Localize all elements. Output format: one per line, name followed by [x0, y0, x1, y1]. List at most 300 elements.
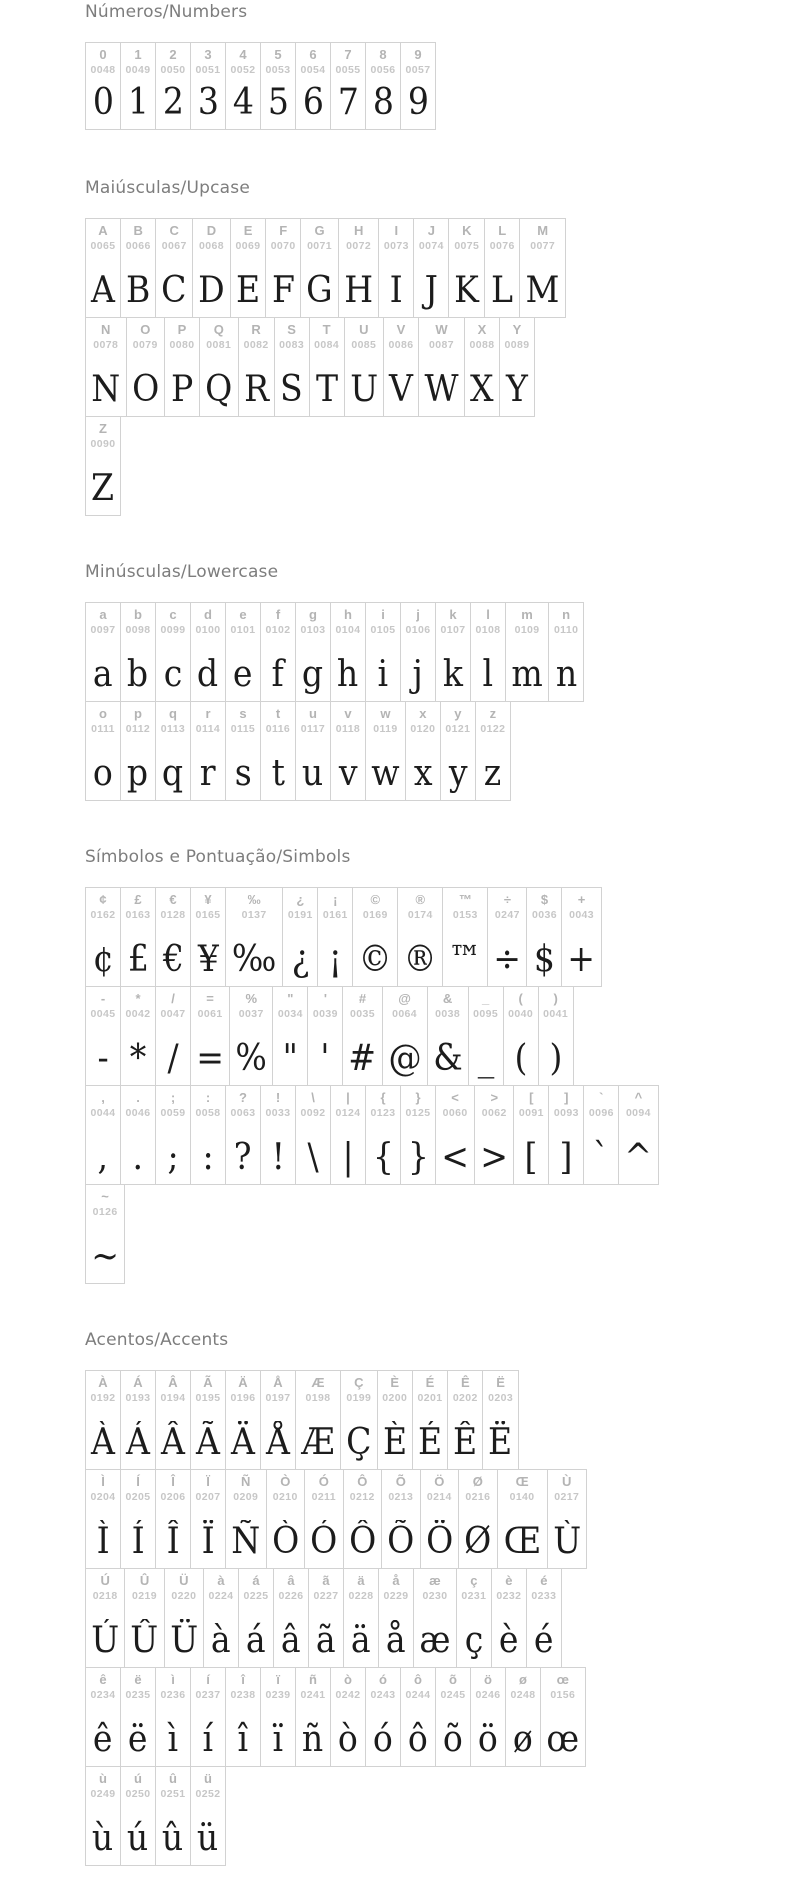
- glyph-char-label: Ä: [238, 1375, 248, 1390]
- glyph-code-label: 0108: [475, 623, 501, 636]
- glyph-cell: [85, 701, 121, 801]
- glyph-preview: Â: [161, 1422, 185, 1463]
- glyph-preview: $: [533, 939, 556, 980]
- glyph-char-label: ø: [519, 1672, 527, 1687]
- glyph-cell: [260, 1667, 296, 1767]
- glyph-preview: f: [271, 654, 285, 695]
- glyph-code-label: 0110: [553, 623, 579, 636]
- glyph-cell: [499, 317, 535, 417]
- glyph-cell: [343, 1568, 379, 1668]
- glyph-preview: ‰: [231, 939, 277, 980]
- glyph-preview: À: [91, 1422, 115, 1463]
- glyph-char-label: O: [140, 322, 151, 337]
- glyph-preview: €: [162, 939, 184, 980]
- glyph-code-label: 0109: [514, 623, 540, 636]
- glyph-char-label: Ì: [101, 1474, 105, 1489]
- glyph-cell: [526, 1568, 562, 1668]
- glyph-cell: [120, 218, 156, 318]
- glyph-cell: [120, 42, 156, 130]
- glyph-code-label: 0040: [508, 1007, 534, 1020]
- glyph-char-label: T: [322, 322, 331, 337]
- glyph-preview: L: [491, 270, 514, 311]
- glyph-cell: [295, 42, 331, 130]
- glyph-preview: ç: [464, 1620, 484, 1661]
- glyph-char-label: á: [252, 1573, 260, 1588]
- glyph-preview: î: [237, 1719, 249, 1760]
- glyph-cell: [519, 218, 566, 318]
- glyph-char-label: .: [136, 1090, 140, 1105]
- glyph-preview: +: [567, 939, 596, 980]
- glyph-preview: n: [555, 654, 577, 695]
- glyph-preview: ã: [316, 1620, 336, 1661]
- glyph-char-label: è: [505, 1573, 513, 1588]
- glyph-preview: 8: [372, 82, 394, 123]
- glyph-char-label: Å: [273, 1375, 283, 1390]
- glyph-cell: [126, 317, 166, 417]
- glyph-preview: !: [271, 1137, 285, 1178]
- glyph-preview: x: [413, 753, 433, 794]
- glyph-char-label: d: [204, 607, 212, 622]
- glyph-cell: [199, 317, 239, 417]
- glyph-char-label: a: [99, 607, 107, 622]
- glyph-char-label: E: [243, 223, 253, 238]
- glyph-cell: [260, 1370, 296, 1470]
- glyph-cell: [260, 701, 296, 801]
- glyph-code-label: 0237: [195, 1688, 221, 1701]
- glyph-code-label: 0226: [278, 1589, 304, 1602]
- glyph-char-label: î: [241, 1672, 245, 1687]
- glyph-preview: ¢: [92, 939, 114, 980]
- glyph-code-label: 0227: [313, 1589, 339, 1602]
- glyph-row: [85, 602, 800, 702]
- glyph-char-label: /: [171, 991, 175, 1006]
- glyph-preview: ñ: [302, 1719, 324, 1760]
- glyph-cell: [448, 218, 485, 318]
- glyph-preview: ¥: [197, 939, 219, 980]
- glyph-char-label: Ï: [206, 1474, 210, 1489]
- glyph-preview: R: [243, 369, 269, 410]
- glyph-char-label: u: [309, 706, 317, 721]
- glyph-code-label: 0096: [588, 1106, 614, 1119]
- glyph-code-label: 0086: [388, 338, 414, 351]
- glyph-preview: w: [371, 753, 400, 794]
- glyph-code-label: 0045: [90, 1007, 116, 1020]
- glyph-preview: ': [320, 1038, 330, 1079]
- glyph-char-label: ò: [344, 1672, 352, 1687]
- glyph-cell: [418, 317, 465, 417]
- glyph-preview: ¡: [328, 939, 342, 980]
- glyph-code-label: 0224: [208, 1589, 234, 1602]
- glyph-code-label: 0054: [300, 63, 326, 76]
- glyph-cell: [190, 986, 230, 1086]
- glyph-preview: [: [524, 1137, 538, 1178]
- glyph-char-label: £: [134, 892, 142, 907]
- glyph-preview: T: [315, 369, 338, 410]
- glyph-cell: [491, 1568, 527, 1668]
- glyph-cell: [225, 1469, 267, 1569]
- glyph-preview: Ç: [346, 1422, 372, 1463]
- glyph-preview: é: [534, 1620, 554, 1661]
- glyph-row: [85, 1568, 800, 1668]
- glyph-cell: [120, 602, 156, 702]
- glyph-code-label: 0116: [265, 722, 291, 735]
- glyph-row: [85, 1667, 800, 1767]
- glyph-cell: [120, 1667, 156, 1767]
- glyph-preview: (: [514, 1038, 528, 1079]
- glyph-cell: [265, 218, 301, 318]
- glyph-char-label: €: [169, 892, 177, 907]
- glyph-preview: h: [337, 654, 359, 695]
- glyph-char-label: ®: [415, 892, 426, 907]
- glyph-char-label: ~: [101, 1189, 109, 1204]
- glyph-cell: [427, 986, 469, 1086]
- glyph-code-label: 0201: [417, 1391, 443, 1404]
- glyph-preview: 4: [232, 82, 254, 123]
- glyph-code-label: 0115: [230, 722, 256, 735]
- glyph-code-label: 0199: [346, 1391, 372, 1404]
- glyph-preview: |: [342, 1137, 354, 1178]
- glyph-preview: Q: [205, 369, 233, 410]
- glyph-code-label: 0238: [230, 1688, 256, 1701]
- glyph-cell: [412, 1370, 448, 1470]
- glyph-char-label: â: [287, 1573, 295, 1588]
- section-title: Números/Numbers: [85, 2, 248, 22]
- glyph-preview: 0: [92, 82, 114, 123]
- glyph-char-label: ï: [276, 1672, 280, 1687]
- glyph-preview: u: [302, 753, 324, 794]
- glyph-code-label: 0035: [349, 1007, 375, 1020]
- glyph-cell: [513, 1085, 549, 1185]
- glyph-code-label: 0049: [125, 63, 151, 76]
- glyph-preview: z: [484, 753, 502, 794]
- glyph-code-label: 0069: [235, 239, 261, 252]
- glyph-code-label: 0119: [373, 722, 398, 735]
- glyph-char-label: ÷: [503, 892, 511, 907]
- glyph-preview: F: [271, 270, 295, 311]
- glyph-code-label: 0162: [90, 908, 116, 921]
- glyph-preview: r: [200, 753, 216, 794]
- glyph-preview: P: [170, 369, 194, 410]
- glyph-preview: m: [511, 654, 543, 695]
- glyph-char-label: h: [344, 607, 352, 622]
- glyph-char-label: 9: [414, 47, 422, 62]
- glyph-cell: [272, 986, 308, 1086]
- glyph-cell: [330, 1085, 366, 1185]
- glyph-preview: N: [91, 369, 121, 410]
- glyph-cell: [484, 218, 520, 318]
- glyph-cell: [230, 218, 266, 318]
- glyph-char-label: i: [381, 607, 385, 622]
- glyph-code-label: 0075: [454, 239, 480, 252]
- glyph-char-label: ]: [564, 1090, 569, 1105]
- glyph-preview: Ô: [348, 1521, 376, 1562]
- glyph-code-label: 0051: [195, 63, 221, 76]
- glyph-char-label: R: [251, 322, 261, 337]
- glyph-cell: [190, 701, 226, 801]
- glyph-code-label: 0068: [198, 239, 224, 252]
- glyph-code-label: 0228: [348, 1589, 374, 1602]
- glyph-code-label: 0220: [171, 1589, 197, 1602]
- glyph-preview: ë: [128, 1719, 148, 1760]
- glyph-cell: [435, 1667, 471, 1767]
- glyph-code-label: 0122: [480, 722, 506, 735]
- glyph-char-label: Â: [168, 1375, 178, 1390]
- glyph-char-label: ã: [322, 1573, 330, 1588]
- glyph-char-label: r: [205, 706, 211, 721]
- glyph-cell: [120, 701, 156, 801]
- glyph-preview: S: [280, 369, 303, 410]
- glyph-row: [85, 1085, 800, 1185]
- glyph-char-label: ë: [134, 1672, 142, 1687]
- glyph-preview: K: [454, 270, 480, 311]
- glyph-preview: -: [97, 1038, 109, 1079]
- glyph-char-label: t: [275, 706, 281, 721]
- glyph-code-label: 0125: [405, 1106, 431, 1119]
- glyph-cell: [295, 701, 331, 801]
- glyph-code-label: 0104: [335, 623, 361, 636]
- glyph-char-label: ™: [458, 892, 472, 907]
- glyph-code-label: 0059: [160, 1106, 186, 1119]
- glyph-preview: #: [348, 1038, 377, 1079]
- glyph-preview: É: [417, 1422, 443, 1463]
- glyph-char-label: S: [287, 322, 296, 337]
- glyph-row: [85, 986, 800, 1086]
- glyph-code-label: 0067: [161, 239, 187, 252]
- glyph-code-label: 0112: [125, 722, 151, 735]
- glyph-cell: [458, 1469, 498, 1569]
- glyph-cell: [308, 1568, 344, 1668]
- glyph-char-label: [: [529, 1090, 534, 1105]
- glyph-preview: Ó: [310, 1521, 338, 1562]
- glyph-cell: [442, 887, 488, 987]
- glyph-char-label: V: [396, 322, 406, 337]
- glyph-cell: [85, 1469, 121, 1569]
- glyph-code-label: 0066: [125, 239, 151, 252]
- glyph-code-label: 0111: [91, 722, 115, 735]
- glyph-code-label: 0091: [518, 1106, 544, 1119]
- glyph-code-label: 0036: [532, 908, 557, 921]
- glyph-cell: [120, 1085, 156, 1185]
- glyph-char-label: j: [416, 607, 420, 622]
- glyph-cell: [464, 317, 500, 417]
- glyph-code-label: 0174: [407, 908, 433, 921]
- glyph-preview: ): [549, 1038, 563, 1079]
- glyph-code-label: 0105: [370, 623, 396, 636]
- glyph-cell: [397, 887, 443, 987]
- glyph-char-label: Z: [99, 421, 107, 436]
- glyph-cell: [155, 1370, 191, 1470]
- glyph-cell: [164, 317, 200, 417]
- glyph-preview: 3: [197, 82, 219, 123]
- glyph-cell: [400, 42, 436, 130]
- glyph-char-label: ": [287, 991, 294, 1006]
- glyph-code-label: 0194: [160, 1391, 186, 1404]
- glyph-preview: O: [131, 369, 159, 410]
- glyph-code-label: 0060: [442, 1106, 468, 1119]
- glyph-code-label: 0246: [475, 1688, 501, 1701]
- glyph-code-label: 0052: [230, 63, 256, 76]
- glyph-code-label: 0046: [125, 1106, 151, 1119]
- glyph-char-label: n: [562, 607, 571, 622]
- glyph-cell: [365, 701, 406, 801]
- glyph-cell: [505, 1667, 541, 1767]
- glyph-code-label: 0083: [279, 338, 305, 351]
- glyph-cell: [435, 602, 471, 702]
- glyph-code-label: 0193: [125, 1391, 151, 1404]
- glyph-cell: [548, 1085, 584, 1185]
- glyph-char-label: õ: [449, 1672, 457, 1687]
- glyph-code-label: 0098: [125, 623, 151, 636]
- glyph-char-label: <: [451, 1090, 459, 1105]
- glyph-preview: Û: [130, 1620, 159, 1661]
- glyph-cell: [85, 42, 121, 130]
- glyph-char-label: ;: [170, 1090, 176, 1105]
- glyph-cell: [85, 317, 127, 417]
- glyph-preview: ü: [197, 1818, 219, 1859]
- glyph-preview: Ö: [425, 1521, 453, 1562]
- glyph-char-label: C: [169, 223, 179, 238]
- glyph-preview: ?: [234, 1137, 252, 1178]
- glyph-cell: [352, 887, 398, 987]
- glyph-cell: [225, 602, 261, 702]
- glyph-code-label: 0198: [305, 1391, 331, 1404]
- glyph-cell: [295, 602, 331, 702]
- glyph-preview: Ë: [488, 1422, 513, 1463]
- glyph-code-label: 0062: [481, 1106, 507, 1119]
- glyph-code-label: 0165: [195, 908, 221, 921]
- glyph-preview: ö: [478, 1719, 498, 1760]
- glyph-char-label: x: [419, 706, 427, 721]
- glyph-char-label: Ë: [496, 1375, 505, 1390]
- glyph-code-label: 0080: [169, 338, 195, 351]
- glyph-preview: g: [302, 654, 324, 695]
- glyph-char-label: Œ: [515, 1474, 529, 1489]
- glyph-cell: [538, 986, 574, 1086]
- glyph-preview: /: [167, 1038, 179, 1079]
- glyph-char-label: q: [169, 706, 177, 721]
- glyph-preview: á: [246, 1620, 266, 1661]
- glyph-row: [85, 1469, 800, 1569]
- glyph-char-label: 1: [134, 47, 142, 62]
- glyph-code-label: 0076: [489, 239, 515, 252]
- glyph-cell: [266, 1469, 306, 1569]
- glyph-code-label: 0089: [504, 338, 530, 351]
- glyph-preview: @: [388, 1038, 422, 1079]
- glyph-preview: Ê: [453, 1422, 478, 1463]
- glyph-preview: Ú: [91, 1620, 120, 1661]
- glyph-preview: .: [132, 1137, 144, 1178]
- glyph-preview: v: [338, 753, 358, 794]
- glyph-preview: Ù: [552, 1521, 581, 1562]
- glyph-char-label: %: [245, 991, 258, 1006]
- glyph-code-label: 0117: [300, 722, 326, 735]
- glyph-preview: ù: [92, 1818, 114, 1859]
- glyph-cell: [365, 42, 401, 130]
- glyph-preview: D: [198, 270, 225, 311]
- glyph-row: [85, 1184, 800, 1284]
- glyph-code-label: 0053: [265, 63, 291, 76]
- glyph-cell: [85, 602, 121, 702]
- glyph-preview: {: [372, 1137, 394, 1178]
- glyph-code-label: 0042: [125, 1007, 151, 1020]
- glyph-code-label: 0043: [569, 908, 595, 921]
- glyph-preview: ;: [167, 1137, 179, 1178]
- glyph-char-label: @: [398, 991, 411, 1006]
- glyph-cell: [505, 602, 549, 702]
- glyph-cell: [456, 1568, 492, 1668]
- glyph-char-label: Ñ: [241, 1474, 251, 1489]
- glyph-cell: [225, 42, 261, 130]
- glyph-cell: [413, 218, 449, 318]
- glyph-cell: [120, 1469, 156, 1569]
- glyph-char-label: c: [169, 607, 177, 622]
- glyph-preview: ò: [338, 1719, 358, 1760]
- glyph-preview: à: [211, 1620, 231, 1661]
- glyph-code-label: 0217: [554, 1490, 580, 1503]
- glyph-preview: J: [424, 270, 438, 311]
- glyph-cell: [120, 887, 156, 987]
- glyph-code-label: 0047: [160, 1007, 186, 1020]
- glyph-code-label: 0213: [388, 1490, 414, 1503]
- glyph-char-label: ¥: [204, 892, 212, 907]
- glyph-preview: G: [306, 270, 333, 311]
- glyph-preview: W: [424, 369, 459, 410]
- glyph-cell: [155, 1667, 191, 1767]
- glyph-char-label: Ç: [354, 1375, 364, 1390]
- glyph-preview: Á: [126, 1422, 150, 1463]
- glyph-cell: [155, 1766, 191, 1866]
- glyph-code-label: 0161: [322, 908, 348, 921]
- glyph-code-label: 0124: [335, 1106, 361, 1119]
- glyph-char-label: 0: [99, 47, 107, 62]
- glyph-preview: C: [161, 270, 187, 311]
- glyph-cell: [85, 1568, 125, 1668]
- glyph-cell: [190, 887, 226, 987]
- glyph-preview: 7: [337, 82, 359, 123]
- glyph-char-label: æ: [429, 1573, 441, 1588]
- glyph-preview: t: [271, 753, 285, 794]
- glyph-preview: Ã: [196, 1422, 220, 1463]
- glyph-cell: [85, 887, 121, 987]
- glyph-preview: Œ: [503, 1521, 541, 1562]
- glyph-code-label: 0121: [445, 722, 471, 735]
- glyph-cell: [85, 1766, 121, 1866]
- glyph-cell: [547, 1469, 587, 1569]
- glyph-cell: [190, 1085, 226, 1185]
- glyph-char-label: |: [346, 1090, 350, 1105]
- glyph-code-label: 0169: [362, 908, 388, 921]
- glyph-cell: [330, 701, 366, 801]
- glyph-cell: [400, 602, 436, 702]
- glyph-code-label: 0252: [195, 1787, 221, 1800]
- glyph-code-label: 0211: [311, 1490, 336, 1503]
- glyph-cell: [503, 986, 539, 1086]
- glyph-cell: [340, 1370, 378, 1470]
- glyph-char-label: å: [392, 1573, 400, 1588]
- glyph-char-label: 2: [169, 47, 177, 62]
- glyph-code-label: 0249: [90, 1787, 116, 1800]
- glyph-char-label: Í: [136, 1474, 140, 1489]
- glyph-preview: a: [93, 654, 113, 695]
- glyph-cell: [365, 1085, 401, 1185]
- glyph-preview: ,: [97, 1137, 109, 1178]
- glyph-char-label: L: [498, 223, 507, 238]
- glyph-char-label: œ: [556, 1672, 569, 1687]
- glyph-char-label: o: [99, 706, 107, 721]
- glyph-cell: [420, 1469, 460, 1569]
- glyph-char-label: p: [134, 706, 142, 721]
- glyph-char-label: û: [169, 1771, 177, 1786]
